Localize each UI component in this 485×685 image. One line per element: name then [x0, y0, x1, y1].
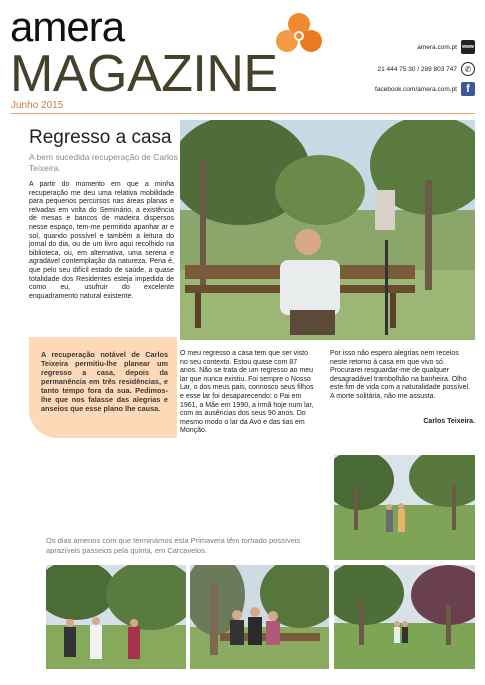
phone-text: 21 444 75 30 / 289 803 747: [377, 65, 457, 73]
article-column-2: O meu regresso a casa tem que ser visto no seu contexto. Estou quase com 87 anos. Não se trata de um regresso ao meu lar que nunca existiu. Foi sempre o Nosso Lar, o dos meus pais, connosco seus filhos e esse lar foi desaparecendo: o Pai em 1961, a Mãe em 1990, a irmã hoje num lar, com as ausências dos seus 90 anos. Do mesmo modo o lar da Avó e das tias em Monção.: [180, 350, 314, 435]
brand-name: amera: [10, 3, 125, 50]
pull-quote: A recuperação notável de Carlos Teixeira permitiu-lhe planear um regresso a casa, depois da permanência em três residências, e tanto tempo fora da sua. Pedimos-lhe que nos falasse das alegrias e anseios que esse plano lhe causa.: [29, 337, 177, 438]
article-intro: A partir do momento em que a minha recuperação me deu uma relativa mobilidade para pequenos percursos nas áreas planas e relvadas em volta do Seminário, a existência de mesas e bancos de madeira dispersos nesse espaço, tem-me permitido apanhar ar e sol, quando possível e também a leitura do jornal do dia, ou de um livro aqui recolhido na biblioteca, ou, em alternativa, uma serena e agradável contemplação da natureza. Pena é, que pelo seu difícil estado de saúde, a quase totalidade dos Residentes esteja impedida de como eu, usufruir do excelente enquadramento natural existente.: [29, 181, 174, 300]
contact-website[interactable]: [417, 40, 475, 54]
magazine-title: MAGAZINE: [10, 45, 278, 103]
website-text[interactable]: amera.com.pt: [417, 43, 457, 51]
article-title: Regresso a casa: [29, 127, 172, 148]
issue-date: Junho 2015: [11, 100, 64, 111]
article-column-3: Por isso não espero alegrias nem receios neste retorno à casa em que vivo só. Procurarei resguardar-me de qualquer desagradável trambolhão na banheira. Olho este fim de vida com a naturalidade possível. A morte solitária, não me assusta.: [330, 350, 471, 400]
article-signature: Carlos Teixeira.: [423, 418, 475, 425]
gallery-caption: Os dias amenos com que terminámos esta Primavera têm tornado possíveis aprazíveis passeios pela quinta, em Carcavelos.: [46, 536, 301, 555]
www-icon: www: [461, 40, 475, 54]
photo-man-on-bench: [180, 120, 475, 340]
facebook-icon: f: [461, 82, 475, 96]
contact-phone: [377, 62, 475, 76]
article-subtitle: A bem sucedida recuperação de Carlos Teixeira.: [29, 152, 178, 173]
facebook-text[interactable]: facebook.com/amera.com.pt: [374, 85, 457, 93]
header-divider: [10, 113, 475, 114]
photo-pair-distance: [334, 565, 475, 669]
photo-group-standing: [46, 565, 186, 669]
phone-icon: ✆: [461, 62, 475, 76]
photo-group-bench: [190, 565, 329, 669]
photo-two-walking: [334, 455, 475, 560]
clover-logo-icon: [273, 10, 325, 58]
contact-facebook[interactable]: [375, 82, 475, 96]
